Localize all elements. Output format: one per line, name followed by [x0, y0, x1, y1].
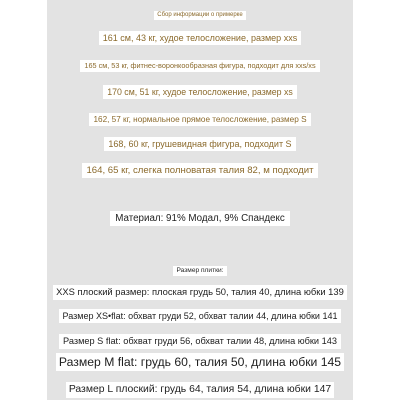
fitting-note: 164, 65 кг, слегка полноватая талия 82, м подходит — [82, 163, 317, 178]
header-row — [47, 4, 353, 20]
size-row-text: Размер XS•flat: обхват груди 52, обхват талии 44, длина юбки 141 — [59, 309, 342, 323]
size-row — [47, 380, 353, 398]
fitting-note-row — [47, 83, 353, 99]
size-row — [47, 307, 353, 323]
size-row — [47, 353, 353, 371]
size-row — [47, 283, 353, 300]
info-panel — [47, 0, 353, 400]
size-row-text: XXS плоский размер: плоская грудь 50, талия 40, длина юбки 139 — [53, 285, 347, 300]
fitting-note: 170 см, 51 кг, худое телосложение, размер xs — [103, 85, 297, 99]
page-title: Сбор информации о примерке — [154, 11, 245, 20]
fitting-note-row — [47, 29, 353, 45]
fitting-note: 165 см, 53 кг, фитнес-воронкообразная фигура, подходит для xxs/xs — [80, 60, 319, 72]
fitting-note: 161 см, 43 кг, худое телосложение, размер xxs — [99, 31, 301, 45]
fitting-note: 162, 57 кг, нормальное прямое телосложение, размер S — [89, 113, 310, 126]
fitting-note-row — [47, 135, 353, 151]
fitting-note-row — [47, 56, 353, 72]
material-label: Материал: 91% Модал, 9% Спандекс — [110, 211, 290, 226]
size-row-text: Размер S flat: обхват груди 56, обхват талии 48, длина юбки 143 — [59, 334, 341, 349]
size-row — [47, 332, 353, 349]
fitting-note: 168, 60 кг, грушевидная фигура, подходит S — [104, 137, 295, 151]
size-row-text: Размер L плоский: грудь 64, талия 54, длина юбки 147 — [66, 382, 334, 398]
fitting-note-row — [47, 161, 353, 178]
size-row-text: Размер M flat: грудь 60, талия 50, длина юбки 145 — [56, 353, 344, 371]
size-table-title-row — [47, 260, 353, 276]
size-table-title: Размер плитки: — [173, 266, 226, 276]
material-row — [47, 209, 353, 226]
fitting-note-row — [47, 110, 353, 126]
